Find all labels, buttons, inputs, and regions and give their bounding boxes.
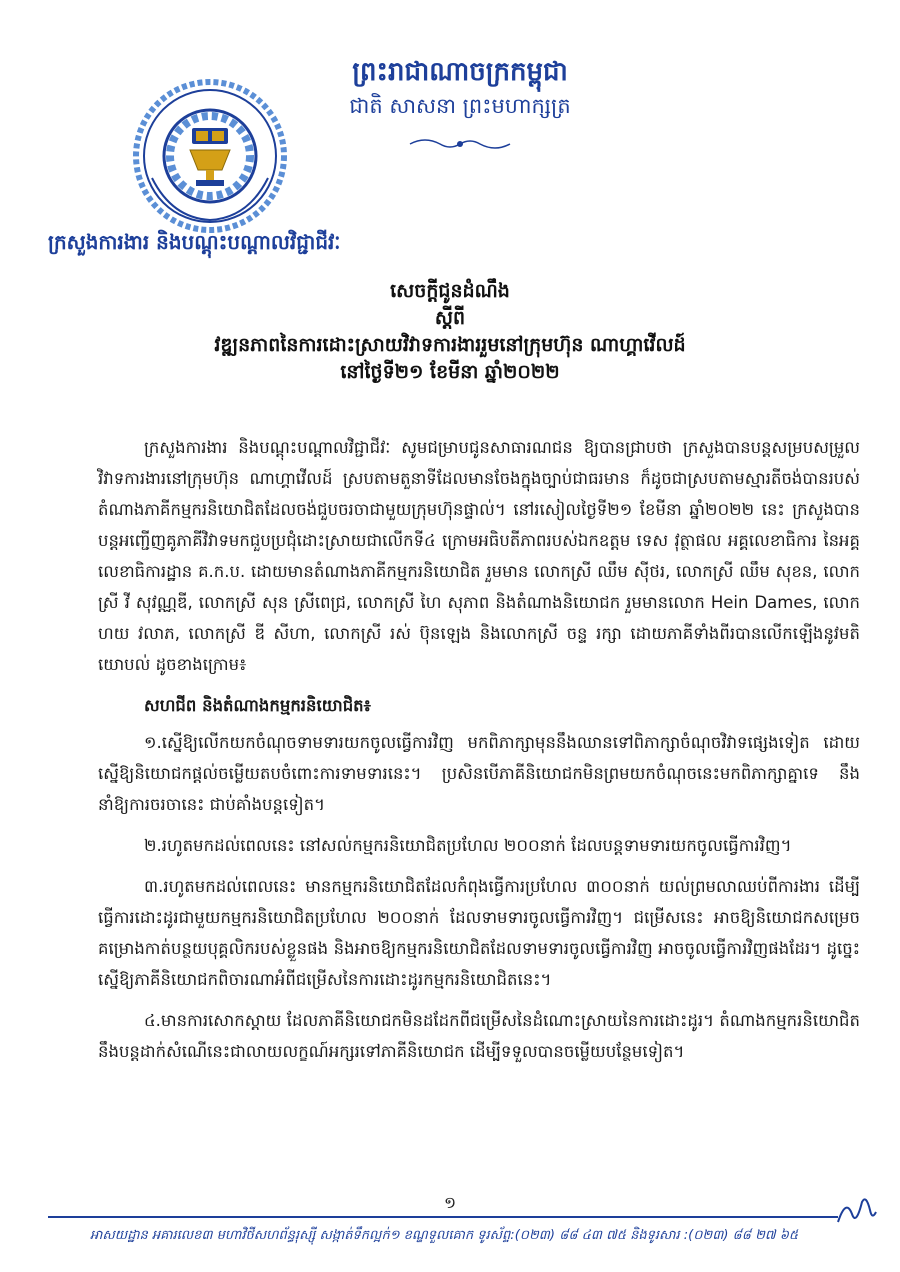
notice-subject: វឌ្ឍនភាពនៃការដោះស្រាយវិវាទការងាររួមនៅក្រុមហ៊ុន ណាហ្គាវើលដ៍: [214, 334, 686, 356]
footer-divider: [48, 1216, 838, 1218]
notice-subject-label: ស្តីពី: [434, 307, 466, 329]
national-motto: ជាតិ សាសនា ព្រះមហាក្សត្រ: [349, 94, 571, 118]
notice-titles: [0, 278, 900, 386]
footer-address: អាសយដ្ឋាន អគារលេខ៣ មហាវិថីសហព័ន្ធរុស្ស៊ី សង្កាត់ទឹកល្អក់១ ខណ្ឌទួលគោក ទូរស័ព្ទ:(០២៣) ៨៨ ៤៣ ៧៥ និងទូរសារ :(០២៣) ៨៨ ២៧ ៦៥: [90, 1228, 799, 1243]
list-item: ១.ស្នើឱ្យលើកយកចំណុចទាមទារយកចូលធ្វើការវិញ មកពិភាក្សាមុននឹងឈានទៅពិភាក្សាចំណុចវិវាទផ្សេងទៀត ដោយស្នើឱ្យនិយោជកផ្តល់ចម្លើយតបចំពោះការទាមទារនេះ។ ប្រសិនបើភាគីនិយោជកមិនព្រមយកចំណុចនេះមកពិភាក្សាគ្នាទេ នឹងនាំឱ្យការចរចានេះ ជាប់គាំងបន្តទៀត។: [98, 733, 860, 814]
ministry-logo: [132, 78, 288, 234]
list-item: ៣.រហូតមកដល់ពេលនេះ មានកម្មករនិយោជិតដែលកំពុងធ្វើការប្រហែល ៣០០នាក់ យល់ព្រមលាឈប់ពីការងារ ដើម្បីធ្វើការដោះដូរជាមួយកម្មករនិយោជិតប្រហែល ២០០នាក់ ដែលទាមទារចូលធ្វើការវិញ។ ជម្រើសនេះ អាចឱ្យនិយោជកសម្រេចគម្រោងកាត់បន្ថយបុគ្គលិករបស់ខ្លួនផង និងអាចឱ្យកម្មករនិយោជិតដែលទាមទារចូលធ្វើការវិញ អាចចូលធ្វើការវិញផងដែរ។ ដូច្នេះ ស្នើឱ្យភាគីនិយោជកពិចារណាអំពីជម្រើសនៃការដោះដូរកម្មករនិយោជិតនេះ។: [98, 877, 860, 989]
list-item: ៤.មានការសោកស្តាយ ដែលភាគីនិយោជកមិនដដែកពីជម្រើសនៃដំណោះស្រាយនៃការដោះដូរ។ តំណាងកម្មករនិយោជិត នឹងបន្តដាក់សំណើនេះជាលាយលក្ខណ៍អក្សរទៅភាគីនិយោជក ដើម្បីទទួលបានចម្លើយបន្ថែមទៀត។: [98, 1011, 860, 1061]
ministry-name: ក្រសួងការងារ និងបណ្តុះបណ្តាលវិជ្ជាជីវៈ: [48, 230, 341, 254]
notice-body: [98, 432, 860, 1077]
notice-title: សេចក្តីជូនដំណឹង: [390, 280, 510, 302]
initial-signature-icon: [832, 1192, 878, 1232]
page-number: ១: [443, 1193, 457, 1212]
section-heading: សហជីព និងតំណាងកម្មករនិយោជិត៖: [144, 696, 371, 715]
kingdom-header: [330, 55, 590, 121]
ornament-divider-icon: [405, 134, 515, 154]
list-item: ២.រហូតមកដល់ពេលនេះ នៅសល់កម្មករនិយោជិតប្រហែល ២០០នាក់ ដែលបន្តទាមទារយកចូលធ្វើការវិញ។: [144, 836, 792, 855]
intro-paragraph: ក្រសួងការងារ និងបណ្តុះបណ្តាលវិជ្ជាជីវៈ សូមជម្រាបជូនសាធារណជន ឱ្យបានជ្រាបថា ក្រសួងបានបន្តសម្របសម្រួលវិវាទការងារនៅក្រុមហ៊ុន ណាហ្គាវើលដ៍ ស្របតាមតួនាទីដែលមានចែងក្នុងច្បាប់ជាធរមាន ក៏ដូចជាស្របតាមស្មារតីចង់បានរបស់តំណាងភាគីកម្មករនិយោជិតដែលចង់ជួបចរចាជាមួយក្រុមហ៊ុនផ្ទាល់។ នៅរសៀលថ្ងៃទី២១ ខែមីនា ឆ្នាំ២០២២ នេះ ក្រសួងបានបន្តអញ្ជើញគូភាគីវិវាទមកជួបប្រជុំដោះស្រាយជាលើកទី៤ ក្រោមអធិបតីភាពរបស់ឯកឧត្តម ទេស វុត្ថាផល អគ្គលេខាធិការ នៃអគ្គលេខាធិការដ្ឋាន គ.ក.ប. ដោយមានតំណាងភាគីកម្មករនិយោជិត រួមមាន លោកស្រី ឈឹម ស៊ីថរ, លោកស្រី ឈឹម សុខន, លោកស្រី វី សុវណ្ណឌី, លោកស្រី សុន ស្រីពេជ្រ, លោកស្រី ហៃ សុភាព និងតំណាងនិយោជក រួមមានលោក Hein Dames, លោក ហយ វលាភ, លោកស្រី ឌី សីហា, លោកស្រី រស់ ប៊ុនឡេង និងលោកស្រី ចន្ទ រក្សា ដោយភាគីទាំងពីរបានលើកឡើងនូវមតិយោបល់ ដូចខាងក្រោម៖: [98, 438, 860, 674]
notice-date: នៅថ្ងៃទី២១ ខែមីនា ឆ្នាំ២០២២: [340, 361, 560, 383]
kingdom-title: ព្រះរាជាណាចក្រកម្ពុជា: [352, 57, 568, 87]
